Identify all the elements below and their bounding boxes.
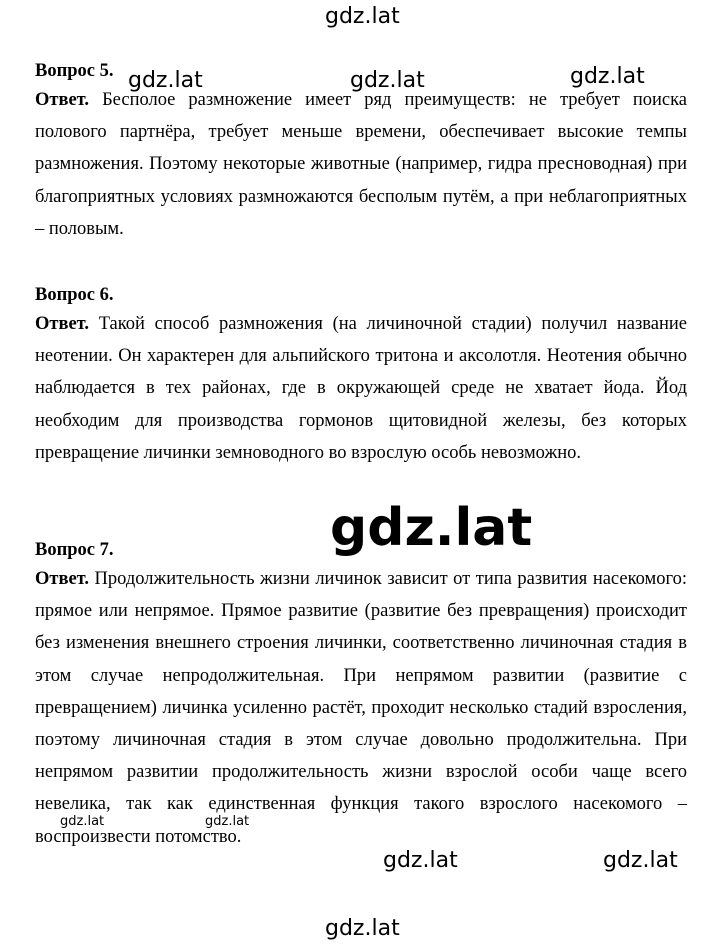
answer-6-text: Такой способ размножения (на личиночной стадии) получил название неотении. Он характерен для альпийского тритона и аксолотля. Неотения обычно наблюдается в тех районах, где в окружающей среде не хватает йода. Йод необходим для производства гормонов щитовидной железы, без которых превращение личинки земноводного во взрослую особь невозможно. bbox=[35, 314, 687, 463]
document-page bbox=[35, 0, 687, 945]
watermark-bottom: gdz.lat bbox=[325, 916, 400, 941]
watermark-small-1: gdz.lat bbox=[60, 814, 105, 829]
question-7-heading: Вопрос 7. bbox=[35, 540, 114, 560]
watermark-row1-c: gdz.lat bbox=[570, 64, 645, 89]
question-7-answer bbox=[35, 563, 687, 853]
question-5-heading: Вопрос 5. bbox=[35, 61, 114, 81]
question-6-section bbox=[35, 282, 687, 469]
answer-5-text: Бесполое размножение имеет ряд преимуществ: не требует поиска полового партнёра, требует меньше времени, обеспечивает высокие темпы размножения. Поэтому некоторые животные (например, гидра пресноводная) при благоприятных условиях размножаются бесполым путём, а при неблагоприятных – половым. bbox=[35, 90, 688, 239]
question-6-heading: Вопрос 6. bbox=[35, 285, 114, 305]
watermark-row1-b: gdz.lat bbox=[350, 68, 425, 93]
watermark-top: gdz.lat bbox=[325, 4, 400, 29]
watermark-row1-a: gdz.lat bbox=[128, 68, 203, 93]
watermark-row2-e: gdz.lat bbox=[603, 848, 678, 873]
answer-6-label: Ответ. bbox=[35, 314, 90, 334]
answer-7-label: Ответ. bbox=[35, 569, 90, 589]
watermark-small-2: gdz.lat bbox=[205, 814, 250, 829]
answer-5-label: Ответ. bbox=[35, 90, 90, 110]
watermark-large: gdz.lat bbox=[330, 498, 533, 558]
question-7-section bbox=[35, 537, 687, 853]
question-6-answer bbox=[35, 308, 687, 469]
watermark-row2-d: gdz.lat bbox=[383, 848, 458, 873]
answer-7-text: Продолжительность жизни личинок зависит от типа развития насекомого: прямое или непрямое. Прямое развитие (развитие без превращения) происходит без изменения внешнего строения личинки, соответственно личиночная стадия в этом случае непродолжительная. При непрямом развитии (развитие с превращением) личинка усиленно растёт, проходит несколько стадий взросления, поэтому личиночная стадия в этом случае довольно продолжительна. При непрямом развитии продолжительность жизни взрослой особи чаще всего невелика, так как единственная функция такого взрослого насекомого – воспроизвести потомство. bbox=[35, 569, 687, 847]
question-5-answer bbox=[35, 84, 687, 245]
